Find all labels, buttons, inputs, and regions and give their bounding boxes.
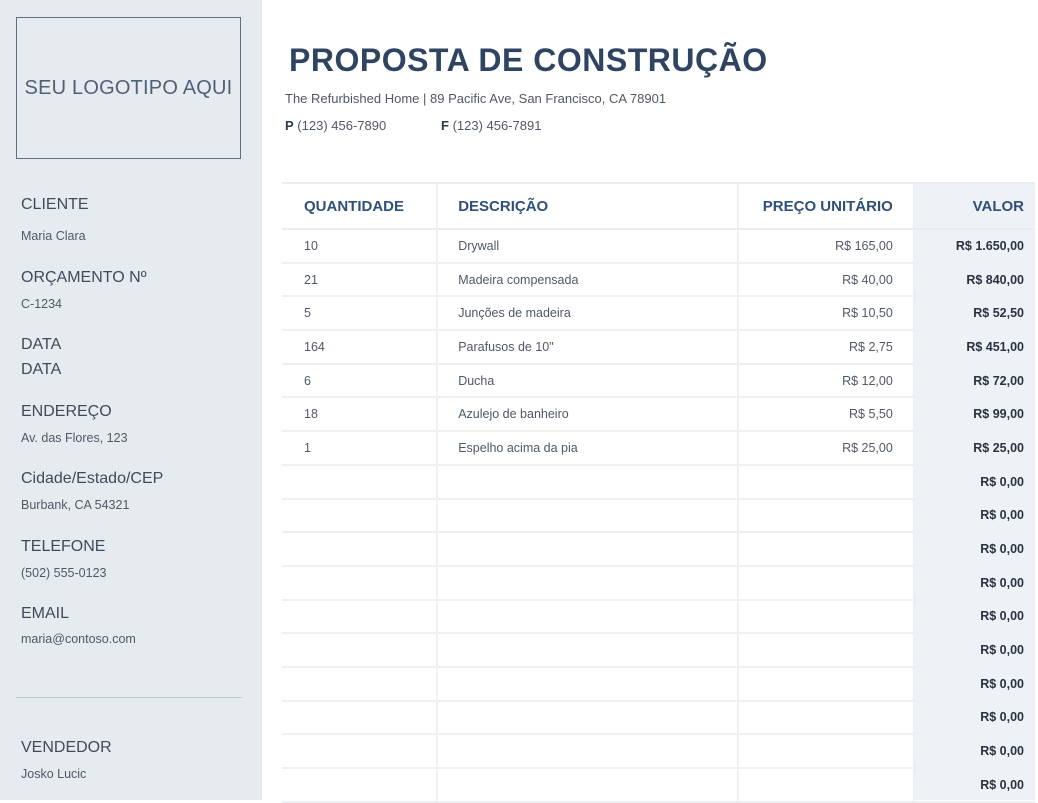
cell-amount[interactable]: R$ 0,00 [914, 667, 1035, 701]
cell-quantity[interactable] [282, 667, 437, 701]
cell-description[interactable] [437, 667, 737, 701]
cell-description[interactable] [437, 532, 737, 566]
cell-quantity[interactable]: 6 [282, 364, 437, 398]
cell-description[interactable] [437, 566, 737, 600]
cell-description[interactable]: Madeira compensada [437, 263, 737, 297]
cell-amount[interactable]: R$ 1.650,00 [914, 229, 1035, 263]
city-state-zip-label: Cidade/Estado/CEP [21, 470, 164, 487]
cell-unit-price[interactable] [738, 633, 914, 667]
cell-unit-price[interactable] [738, 499, 914, 533]
address-value[interactable]: Av. das Flores, 123 [21, 431, 128, 445]
table-row [282, 263, 1035, 297]
table-row [282, 768, 1035, 802]
cell-amount[interactable]: R$ 52,50 [914, 296, 1035, 330]
header-unit-price: PREÇO UNITÁRIO [738, 183, 914, 229]
cell-description[interactable]: Junções de madeira [437, 296, 737, 330]
cell-description[interactable]: Espelho acima da pia [437, 431, 737, 465]
cell-description[interactable]: Azulejo de banheiro [437, 397, 737, 431]
cell-description[interactable] [437, 701, 737, 735]
cell-description[interactable] [437, 600, 737, 634]
cell-quantity[interactable]: 18 [282, 397, 437, 431]
cell-amount[interactable]: R$ 0,00 [914, 465, 1035, 499]
cell-quantity[interactable]: 5 [282, 296, 437, 330]
table-row [282, 734, 1035, 768]
table-row [282, 465, 1035, 499]
cell-unit-price[interactable]: R$ 12,00 [738, 364, 914, 398]
cell-quantity[interactable] [282, 499, 437, 533]
header-amount: VALOR [914, 183, 1035, 229]
table-row [282, 229, 1035, 263]
cell-quantity[interactable]: 10 [282, 229, 437, 263]
date-label: DATA [21, 336, 62, 353]
cell-unit-price[interactable]: R$ 165,00 [738, 229, 914, 263]
cell-amount[interactable]: R$ 840,00 [914, 263, 1035, 297]
cell-amount[interactable]: R$ 72,00 [914, 364, 1035, 398]
sidebar-divider [16, 697, 242, 698]
logo-placeholder[interactable]: SEU LOGOTIPO AQUI [16, 17, 241, 159]
cell-quantity[interactable] [282, 465, 437, 499]
sidebar [0, 0, 262, 800]
cell-amount[interactable]: R$ 0,00 [914, 734, 1035, 768]
cell-description[interactable] [437, 768, 737, 802]
cell-amount[interactable]: R$ 25,00 [914, 431, 1035, 465]
table-row [282, 330, 1035, 364]
cell-unit-price[interactable] [738, 532, 914, 566]
cell-unit-price[interactable] [738, 667, 914, 701]
cell-quantity[interactable] [282, 633, 437, 667]
table-row [282, 667, 1035, 701]
email-value[interactable]: maria@contoso.com [21, 632, 136, 646]
table-row [282, 701, 1035, 735]
cell-amount[interactable]: R$ 99,00 [914, 397, 1035, 431]
cell-quantity[interactable]: 21 [282, 263, 437, 297]
cell-unit-price[interactable] [738, 566, 914, 600]
cell-quantity[interactable] [282, 532, 437, 566]
phone-prefix: P [285, 118, 294, 133]
cell-description[interactable] [437, 633, 737, 667]
cell-amount[interactable]: R$ 0,00 [914, 633, 1035, 667]
cell-amount[interactable]: R$ 0,00 [914, 566, 1035, 600]
phone-number: (123) 456-7890 [297, 118, 387, 133]
phone-label: TELEFONE [21, 538, 106, 555]
cell-quantity[interactable]: 1 [282, 431, 437, 465]
table-row [282, 532, 1035, 566]
cell-unit-price[interactable]: R$ 10,50 [738, 296, 914, 330]
fax-prefix: F [441, 118, 449, 133]
cell-description[interactable] [437, 734, 737, 768]
city-state-zip-value[interactable]: Burbank, CA 54321 [21, 498, 130, 512]
client-label: CLIENTE [21, 196, 89, 213]
cell-quantity[interactable]: 164 [282, 330, 437, 364]
cell-amount[interactable]: R$ 0,00 [914, 532, 1035, 566]
cell-unit-price[interactable] [738, 600, 914, 634]
cell-quantity[interactable] [282, 768, 437, 802]
company-address[interactable]: The Refurbished Home | 89 Pacific Ave, San Francisco, CA 78901 [285, 91, 667, 106]
cell-description[interactable] [437, 465, 737, 499]
table-row [282, 397, 1035, 431]
date-value[interactable]: DATA [21, 361, 62, 378]
cell-unit-price[interactable] [738, 701, 914, 735]
table-row [282, 633, 1035, 667]
fax-number: (123) 456-7891 [452, 118, 542, 133]
cell-unit-price[interactable]: R$ 25,00 [738, 431, 914, 465]
cell-quantity[interactable] [282, 600, 437, 634]
table-row [282, 431, 1035, 465]
cell-amount[interactable]: R$ 451,00 [914, 330, 1035, 364]
company-fax[interactable] [441, 118, 541, 133]
cell-amount[interactable]: R$ 0,00 [914, 499, 1035, 533]
cell-unit-price[interactable]: R$ 5,50 [738, 397, 914, 431]
seller-label: VENDEDOR [21, 739, 112, 756]
cell-quantity[interactable] [282, 566, 437, 600]
document-title[interactable]: PROPOSTA DE CONSTRUÇÃO [289, 42, 768, 78]
cell-unit-price[interactable]: R$ 40,00 [738, 263, 914, 297]
header-description: DESCRIÇÃO [437, 183, 737, 229]
address-label: ENDEREÇO [21, 403, 112, 420]
table-header-row [282, 183, 1035, 229]
client-value[interactable]: Maria Clara [21, 229, 86, 243]
seller-value[interactable]: Josko Lucic [21, 767, 87, 781]
cell-amount[interactable]: R$ 0,00 [914, 768, 1035, 802]
cell-description[interactable]: Parafusos de 10" [437, 330, 737, 364]
table-row [282, 364, 1035, 398]
quote-number-label: ORÇAMENTO Nº [21, 269, 147, 286]
cell-unit-price[interactable] [738, 768, 914, 802]
table-row [282, 499, 1035, 533]
cell-amount[interactable]: R$ 0,00 [914, 701, 1035, 735]
cell-quantity[interactable] [282, 734, 437, 768]
cell-unit-price[interactable] [738, 734, 914, 768]
cell-description[interactable]: Ducha [437, 364, 737, 398]
header-quantity: QUANTIDADE [282, 183, 437, 229]
quote-number-value[interactable]: C-1234 [21, 297, 62, 311]
cell-quantity[interactable] [282, 701, 437, 735]
table-row [282, 566, 1035, 600]
phone-value[interactable]: (502) 555-0123 [21, 566, 107, 580]
email-label: EMAIL [21, 605, 70, 622]
cell-unit-price[interactable]: R$ 2,75 [738, 330, 914, 364]
table-row [282, 600, 1035, 634]
company-phone[interactable] [285, 118, 386, 133]
table-row [282, 296, 1035, 330]
cell-unit-price[interactable] [738, 465, 914, 499]
cell-description[interactable] [437, 499, 737, 533]
cell-description[interactable]: Drywall [437, 229, 737, 263]
cell-amount[interactable]: R$ 0,00 [914, 600, 1035, 634]
line-items-table [282, 182, 1035, 803]
